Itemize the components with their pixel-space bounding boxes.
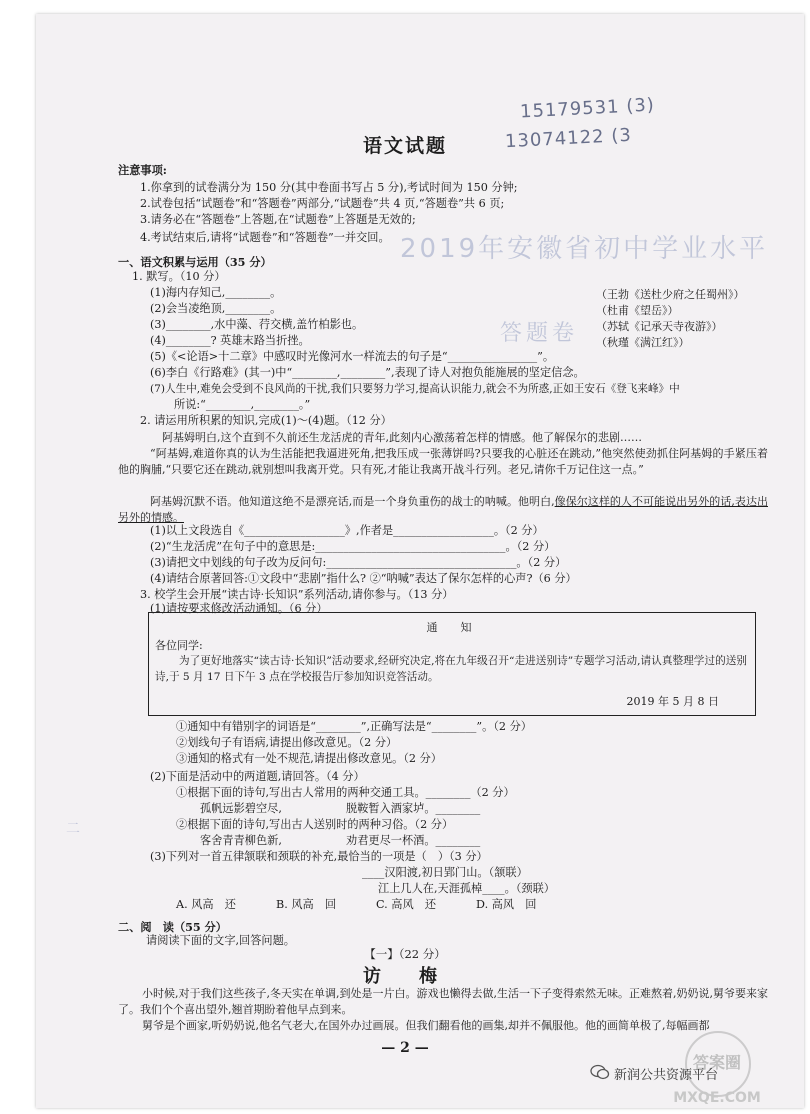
q3-sub2-b: ②根据下面的诗句,写出古人送别时的两种习俗。（2 分） xyxy=(176,818,454,831)
note-item: 1.你拿到的试卷满分为 150 分(其中卷面书写占 5 分),考试时间为 150 分钟; xyxy=(140,181,518,194)
note-item: 4.考试结束后,请将“试题卷”和“答题卷”一并交回。 xyxy=(140,231,390,244)
q1-line: (4)________? 英雄末路当折挫。 xyxy=(150,334,310,347)
notes-heading: 注意事项: xyxy=(118,163,167,177)
notice-title: 通 知 xyxy=(426,621,478,634)
bleed-text-2: 答题卷 xyxy=(500,321,579,346)
q2-passage-3-text: 阿基姆沉默不语。他知道这绝不是漂亮话,而是一个身负重伤的战士的呐喊。他明白, xyxy=(150,495,555,508)
bleed-text-3: 二 xyxy=(66,821,80,837)
q3-sub1-item: ③通知的格式有一处不规范,请提出修改意见。（2 分） xyxy=(176,752,442,765)
q2-line: (1)以上文段选自《__________________》,作者是__________________。（2 分） xyxy=(150,524,544,537)
q2-line: (4)请结合原著回答:①文段中“悲剧”指什么? ②“呐喊”表达了保尔怎样的心声?（6 分） xyxy=(150,572,577,585)
q1-source: （秋瑾《满江红》） xyxy=(596,336,690,349)
q3-sub1-item: ②划线句子有语病,请提出修改意见。（2 分） xyxy=(176,736,398,749)
option-d: D. 高风 回 xyxy=(476,898,537,911)
page-number: — 2 — xyxy=(381,1040,429,1056)
verse-line: 江上几人在,天涯孤棹____。（颈联） xyxy=(378,882,555,895)
q1-source: （王勃《送杜少府之任蜀州》） xyxy=(596,288,745,301)
option-b: B. 风高 回 xyxy=(276,898,337,911)
notice-box xyxy=(148,612,756,716)
q3-sub2-a: ①根据下面的诗句,写出古人常用的两种交通工具。________（2 分） xyxy=(176,786,515,799)
poem-line: 劝君更尽一杯酒。________ xyxy=(346,834,481,847)
option-a: A. 风高 还 xyxy=(176,898,236,911)
part2-instruction: 请阅读下面的文字,回答问题。 xyxy=(146,934,295,947)
q2-stem: 2. 请运用所积累的知识,完成(1)～(4)题。（12 分） xyxy=(140,414,392,427)
option-c: C. 高风 还 xyxy=(376,898,437,911)
watermark-site: MXQE.COM xyxy=(673,1090,761,1106)
poem-line: 孤帆远影碧空尽, xyxy=(200,802,282,815)
part1-heading: 一、语文积累与运用（35 分） xyxy=(118,255,272,269)
q3-sub1: (1)请按要求修改活动通知。（6 分） xyxy=(150,602,328,615)
poem-line: 客舍青青柳色新, xyxy=(200,834,282,847)
q1-line: (2)会当凌绝顶,________。 xyxy=(150,302,282,315)
q3-sub1-item: ①通知中有错别字的词语是“________”,正确写法是“________”。（2 分） xyxy=(176,720,532,733)
notice-body: 为了更好地落实“读古诗·长知识”活动要求,经研究决定,将在九年级召开“走进送别诗”专题学习活动,请认真整理学过的送别诗,于 5 月 17 日下午 3 点在学校报告厅参加知识竞答活动。 xyxy=(155,655,747,683)
q2-passage-1: 阿基姆明白,这个直到不久前还生龙活虎的青年,此刻内心激荡着怎样的情感。他了解保尔的悲剧…… xyxy=(162,431,642,444)
q1-line: 所说:“________,________。” xyxy=(174,398,311,411)
part2-heading: 二、阅 读（55 分） xyxy=(118,920,227,934)
poem-line: 脱鞍暂入酒家垆。________ xyxy=(346,802,481,815)
q1-line: (7)人生中,难免会受到不良风尚的干扰,我们只要努力学习,提高认识能力,就会不为所惑,正如王安石《登飞来峰》中 xyxy=(150,383,680,395)
note-item: 3.请务必在“答题卷”上答题,在“试题卷”上答题是无效的; xyxy=(140,213,416,226)
q3-sub3: (3)下列对一首五律颔联和颈联的补充,最恰当的一项是（ ）（3 分） xyxy=(150,850,488,863)
story-paragraph-1: 小时候,对于我们这些孩子,冬天实在单调,到处是一片白。游戏也懒得去做,生活一下子变得索然无味。正难熬着,奶奶说,舅爷要来家了。我们个个喜出望外,翘首期盼着他早点到来。 xyxy=(118,987,768,1016)
q1-line: (5)《<论语>十二章》中感叹时光像河水一样流去的句子是“________________”。 xyxy=(150,350,555,363)
handwriting-line-1: 15179531 (3) xyxy=(519,94,656,123)
bleed-text-1: 2019年安徽省初中学业水平 xyxy=(400,234,769,264)
q1-source: （杜甫《望岳》） xyxy=(596,304,679,317)
q2-line: (3)请把文中划线的句子改为反问句:__________________________________。（2 分） xyxy=(150,556,567,569)
watermark-text: 新润公共资源平台 xyxy=(614,1068,719,1083)
story-title: 访 梅 xyxy=(363,966,447,987)
page-title: 语文试题 xyxy=(362,135,447,157)
story-paragraph-2: 舅爷是个画家,听奶奶说,他名气老大,在国外办过画展。但我们翻看他的画集,却并不佩服他。他的画简单极了,每幅画都 xyxy=(142,1019,710,1032)
q2-passage-2: “阿基姆,难道你真的认为生活能把我逼进死角,把我压成一张薄饼吗?只要我的心脏还在跳动,”他突然使劲抓住阿基姆的手紧压着他的胸脯,“只要它还在跳动,就别想叫我离开党。只有死,才能让我离开战斗行列。老兄,请你千万记住这一点。” xyxy=(118,447,768,476)
q1-line: (6)李白《行路难》(其一)中“________,________”,表现了诗人对抱负能施展的坚定信念。 xyxy=(150,366,585,379)
verse-line: ____汉阳渡,初日郢门山。（颔联） xyxy=(362,866,528,879)
wechat-icon xyxy=(590,1064,610,1080)
note-item: 2.试卷包括“试题卷”和“答题卷”两部分,“试题卷”共 4 页,“答题卷”共 6 页; xyxy=(140,197,505,210)
handwriting-line-2: 13074122 (3 xyxy=(504,124,633,153)
notice-greeting: 各位同学: xyxy=(155,639,203,652)
notice-date: 2019 年 5 月 8 日 xyxy=(626,695,719,708)
watermark-logo-text: 答案圈 xyxy=(692,1053,742,1072)
section-label: 【一】（22 分） xyxy=(364,947,446,961)
q1-line: (3)________,水中藻、荇交横,盖竹柏影也。 xyxy=(150,318,364,331)
q2-passage-3 xyxy=(118,494,768,526)
q3-sub2: (2)下面是活动中的两道题,请回答。（4 分） xyxy=(150,770,365,783)
q2-underlined-sentence: 像保尔这样的人不可能说出另外的话,表达出另外的情感。 xyxy=(118,495,768,524)
q1-stem: 1. 默写。（10 分） xyxy=(132,270,226,283)
q2-line: (2)“生龙活虎”在句子中的意思是:__________________________________。（2 分） xyxy=(150,540,556,553)
q1-line: (1)海内存知己,________。 xyxy=(150,286,282,299)
q3-stem: 3. 校学生会开展“读古诗·长知识”系列活动,请你参与。（13 分） xyxy=(140,588,454,601)
q1-source: （苏轼《记承天寺夜游》） xyxy=(596,320,723,333)
